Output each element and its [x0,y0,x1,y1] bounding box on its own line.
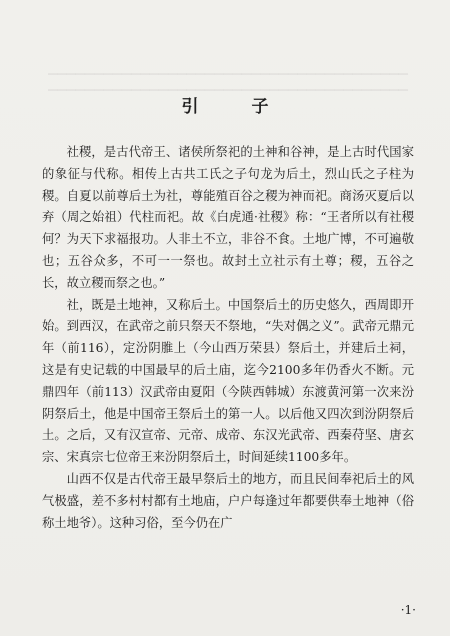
show-through-text: ▁▁▁▁▁▁▁▁▁▁▁▁▁▁▁▁▁▁▁▁▁▁▁▁▁▁▁▁▁▁▁▁▁▁▁▁▁▁▁ ▁▁▁▁▁▁▁▁▁▁▁▁▁▁▁▁▁▁▁▁▁▁▁▁▁▁▁▁▁▁▁▁▁▁▁▁▁▁▁ [48,61,408,91]
paragraph: 社，既是土地神，又称后土。中国祭后土的历史悠久，西周即开始。到西汉，在武帝之前只祭天不祭地，“失对偶之义”。武帝元鼎元年（前116），定汾阴脽上（今山西万荣县）祭后土，并建后土祠，这是有史记载的中国最早的后土庙，迄今2100多年仍香火不断。元鼎四年（前113）汉武帝由夏阳（今陕西韩城）东渡黄河第一次来汾阴祭后土，他是中国帝王祭后土的第一人。以后他又四次到汾阴祭后土。之后，又有汉宣帝、元帝、成帝、东汉光武帝、西秦苻坚、唐玄宗、宋真宗七位帝王来汾阴祭后土，时间延续1100多年。 [42,297,414,465]
body-text [42,142,414,534]
page-number: ·1· [400,603,416,617]
paragraph: 山西不仅是古代帝王最早祭后土的地方，而且民间奉祀后土的风气极盛，差不多村村都有土地庙，户户每逢过年都要供奉土地神（俗称土地爷）。这种习俗，至今仍在广 [42,471,414,530]
paragraph: 社稷，是古代帝王、诸侯所祭祀的土神和谷神，是上古时代国家的象征与代称。相传上古共工氏之子句龙为后土，烈山氏之子柱为稷。自夏以前尊后土为社，尊能殖百谷之稷为神而祀。商汤灭夏后以弃（周之始祖）代柱而祀。故《白虎通·社稷》称：“王者所以有社稷何？为天下求福报功。人非土不立，非谷不食。土地广博，不可遍敬也；五谷众多，不可一一祭也。故封土立社示有土尊；稷，五谷之长，故立稷而祭之也。” [42,145,414,290]
chapter-title: 引 子 [181,97,287,117]
